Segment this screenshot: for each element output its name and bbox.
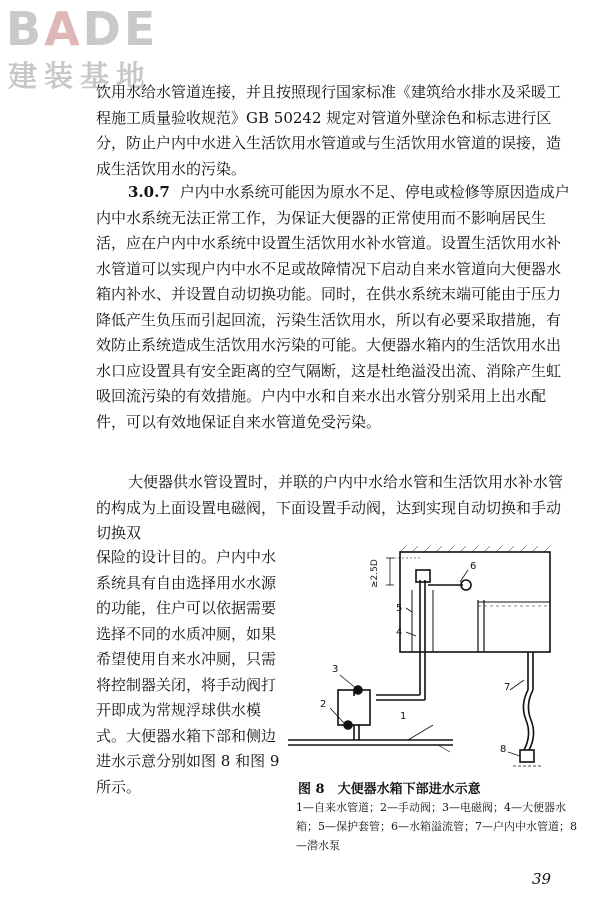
paragraph-wrap-left: 保险的设计目的。户内中水系统具有自由选择用水水源的功能，住户可以依据需要选择不同的水质冲厕，如果希望使用自来水冲厕，只需将控制器关闭，将手动阀打开即成为常规浮球供水模式。大便器水箱下部和侧边进水示意分别如图 8 和图 9 所示。: [96, 548, 280, 796]
paragraph-3-0-7: [96, 180, 574, 435]
figure-caption: 图 8 大便器水箱下部进水示意: [298, 782, 481, 797]
section-number: 3.0.7: [128, 183, 170, 201]
logo-subtitle: 建装基地: [8, 59, 153, 93]
label-4: 4: [396, 627, 403, 638]
label-6: 6: [470, 561, 477, 572]
label-5: 5: [396, 603, 403, 614]
logo-wordmark: BADE: [6, 2, 159, 56]
page-number: 39: [532, 870, 552, 888]
label-1: 1: [400, 711, 407, 722]
label-7: 7: [504, 682, 511, 693]
label-8: 8: [500, 744, 507, 755]
dimension-label: ≥2.5D: [370, 559, 380, 588]
figure-8-diagram: [288, 540, 588, 775]
figure-8: [288, 540, 588, 852]
label-2: 2: [320, 699, 327, 710]
label-3: 3: [332, 664, 339, 675]
section-text: 户内中水系统可能因为原水不足、停电或检修等原因造成户内中水系统无法正常工作，为保证大便器的正常使用而不影响居民生活，应在户内中水系统中设置生活饮用水补水管道。设置生活饮用水补水管道可以实现户内中水不足或故障情况下启动自来水管道向大便器水箱内补水、并设置自动切换功能。同时，在供水系统末端可能由于压力降低产生负压而引起回流，污染生活饮用水，所以有必要采取措施，有效防止系统造成生活饮用水污染的可能。大便器水箱内的生活饮用水出水口应设置具有安全距离的空气隔断，这是杜绝溢没出流、消除产生虹吸回流污染的有效措施。户内中水和自来水出水管分别采用上出水配件，可以有效地保证自来水管道免受污染。: [96, 183, 570, 431]
paragraph-continuation: 饮用水给水管道连接，并且按照现行国家标准《建筑给水排水及采暖工程施工质量验收规范》GB 50242 规定对管道外壁涂色和标志进行区分，防止户内中水进入生活饮用水管道或与生活饮用水管道的误接，造成生活饮用水的污染。: [96, 83, 562, 178]
figure-legend: 1—自来水管道；2—手动阀；3—电磁阀；4—大便器水箱；5—保护套管；6—水箱溢流管；7—户内中水管道；8—潜水泵: [296, 801, 577, 852]
paragraph-toilet-supply: 大便器供水管设置时，并联的户内中水给水管和生活饮用水补水管的构成为上面设置电磁阀，下面设置手动阀，达到实现自动切换和手动切换双: [96, 473, 564, 542]
